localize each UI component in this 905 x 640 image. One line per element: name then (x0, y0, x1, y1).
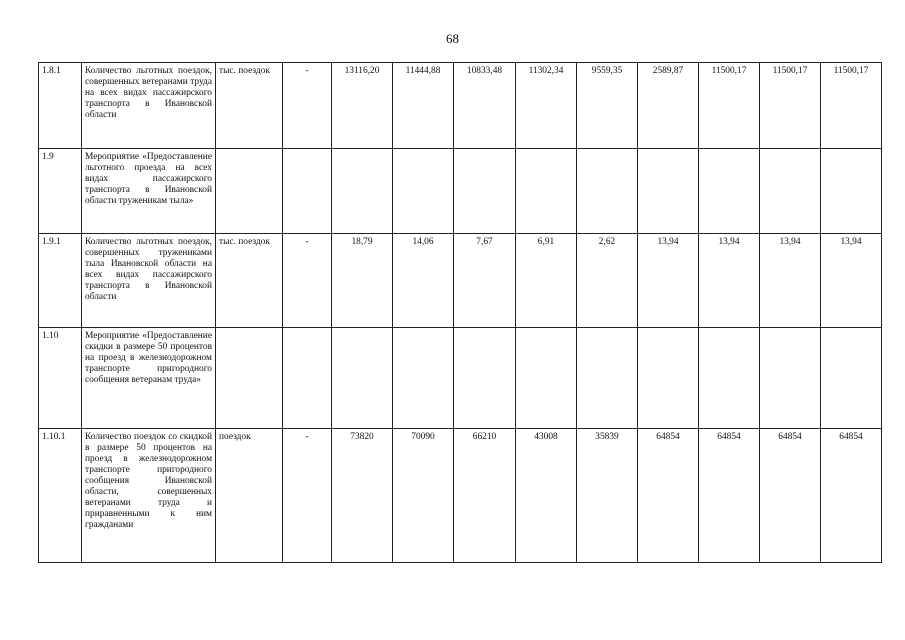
value-cell: 73820 (332, 429, 393, 563)
row-code: 1.9 (39, 149, 82, 234)
row-mark: - (283, 429, 332, 563)
row-unit (216, 149, 283, 234)
value-cell: 13,94 (760, 234, 821, 328)
value-cell (516, 328, 577, 429)
value-cell: 9559,35 (577, 63, 638, 149)
value-cell: 11500,17 (699, 63, 760, 149)
value-cell: 66210 (454, 429, 516, 563)
value-cell: 11500,17 (760, 63, 821, 149)
row-unit: тыс. поездок (216, 234, 283, 328)
value-cell: 64854 (699, 429, 760, 563)
row-description: Мероприятие «Предоставление льготного проезда на всех видах пассажирского транспорта в Ивановской области труженикам тыла» (82, 149, 216, 234)
value-cell: 64854 (760, 429, 821, 563)
value-cell: 13,94 (821, 234, 882, 328)
row-mark (283, 149, 332, 234)
value-cell: 10833,48 (454, 63, 516, 149)
value-cell (638, 149, 699, 234)
value-cell: 64854 (821, 429, 882, 563)
value-cell: 64854 (638, 429, 699, 563)
value-cell: 11444,88 (393, 63, 454, 149)
row-unit: тыс. поездок (216, 63, 283, 149)
value-cell (577, 328, 638, 429)
value-cell: 13,94 (638, 234, 699, 328)
value-cell (454, 328, 516, 429)
value-cell: 11302,34 (516, 63, 577, 149)
value-cell (760, 149, 821, 234)
row-description: Количество поездок со скидкой в размере 50 процентов на проезд в железнодорожном транспорте пригородного сообщения Ивановской области, совершенных ветеранами труда и приравненными к ним гражданами (82, 429, 216, 563)
value-cell: 70090 (393, 429, 454, 563)
table-row (39, 429, 882, 563)
table-row (39, 234, 882, 328)
value-cell (699, 328, 760, 429)
value-cell (760, 328, 821, 429)
row-description: Количество льготных поездок, совершенных ветеранами труда на всех видах пассажирского транспорта в Ивановской области (82, 63, 216, 149)
value-cell: 2,62 (577, 234, 638, 328)
row-mark: - (283, 63, 332, 149)
value-cell: 35839 (577, 429, 638, 563)
row-unit (216, 328, 283, 429)
value-cell (821, 149, 882, 234)
value-cell: 11500,17 (821, 63, 882, 149)
table-row (39, 149, 882, 234)
value-cell (393, 328, 454, 429)
page-number: 68 (446, 31, 459, 46)
value-cell (332, 149, 393, 234)
row-unit: поездок (216, 429, 283, 563)
value-cell (516, 149, 577, 234)
table-row (39, 63, 882, 149)
row-description: Мероприятие «Предоставление скидки в размере 50 процентов на проезд в железнодорожном транспорте пригородного сообщения ветеранам труда» (82, 328, 216, 429)
row-description: Количество льготных поездок, совершенных тружениками тыла Ивановской области на всех видах пассажирского транспорта в Ивановской области (82, 234, 216, 328)
table-row (39, 328, 882, 429)
value-cell (638, 328, 699, 429)
value-cell: 43008 (516, 429, 577, 563)
row-code: 1.10 (39, 328, 82, 429)
value-cell (577, 149, 638, 234)
value-cell: 2589,87 (638, 63, 699, 149)
value-cell: 7,67 (454, 234, 516, 328)
row-code: 1.9.1 (39, 234, 82, 328)
row-code: 1.8.1 (39, 63, 82, 149)
row-mark: - (283, 234, 332, 328)
value-cell (699, 149, 760, 234)
value-cell: 13,94 (699, 234, 760, 328)
value-cell (332, 328, 393, 429)
row-code: 1.10.1 (39, 429, 82, 563)
value-cell: 6,91 (516, 234, 577, 328)
row-mark (283, 328, 332, 429)
indicators-table (38, 62, 882, 563)
value-cell (393, 149, 454, 234)
value-cell: 13116,20 (332, 63, 393, 149)
value-cell: 18,79 (332, 234, 393, 328)
value-cell (454, 149, 516, 234)
value-cell: 14,06 (393, 234, 454, 328)
value-cell (821, 328, 882, 429)
